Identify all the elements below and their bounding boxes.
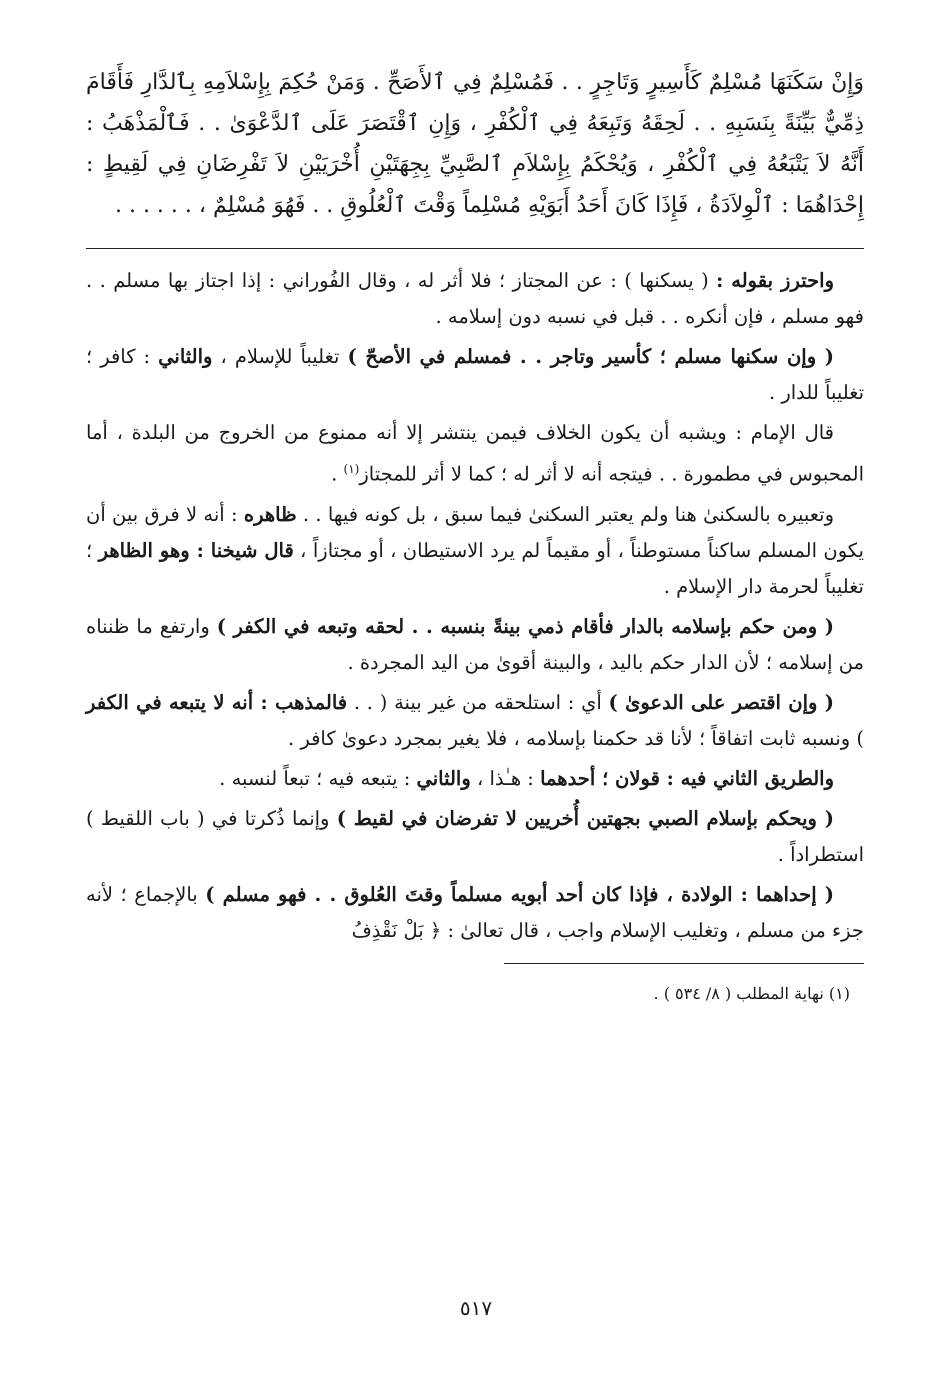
footnote-number: (١)	[828, 983, 850, 1003]
bold-phrase: ظاهره	[243, 502, 297, 526]
commentary-paragraph-3	[86, 415, 864, 493]
text-run: : أنه لا فرق بين أن يكون المسلم ساكناً مستوطناً ، أو مقيماً لم يرد الاستيطان ، أو مجتازاً ،	[86, 502, 864, 562]
bold-phrase: والثاني	[158, 345, 213, 368]
matn-paragraph: وَإِنْ سَكَنَهَا مُسْلِمٌ كَأَسِيرٍ وَتَاجِرٍ . . فَمُسْلِمٌ فِي ٱلأَصَحِّ . وَمَنْ حُكِمَ بِإِسْلاَمِهِ بِٱلدَّارِ فَأَقَامَ ذِمِّيٌّ بَيِّنَةً بِنَسَبِهِ . . لَحِقَهُ وَتَبِعَهُ فِي ٱلْكُفْرِ ، وَإِنِ ٱقْتَصَرَ عَلَى ٱلدَّعْوَىٰ . . فَٱلْمَذْهَبُ : أَنَّهُ لاَ يَتْبَعُهُ فِي ٱلْكُفْرِ ، وَيُحْكَمُ بِإِسْلاَمِ ٱلصَّبِيِّ بِجِهَتَيْنِ أُخْرَيَيْنِ لاَ تَفْرِضَانِ فِي لَقِيطٍ : إِحْدَاهُمَا : ٱلْوِلاَدَةُ ، فَإِذَا كَانَ أَحَدُ أَبَوَيْهِ مُسْلِماً وَقْتَ ٱلْعُلُوقِ . . فَهُوَ مُسْلِمٌ ، . . . . . .	[86, 70, 864, 218]
text-run: وارتفع ما ظنناه من إسلامه ؛ لأن الدار حكم باليد ، والبينة أقوىٰ من اليد المجردة .	[86, 614, 864, 674]
bold-phrase: ( ويحكم بإسلام الصبي بجهتين أُخريين لا تفرضان في لقيط )	[336, 806, 834, 830]
text-run: بالإجماع ؛ لأنه جزء من مسلم ، وتغليب الإسلام واجب ، قال تعالىٰ : ﴿ بَلْ نَقْذِفُ	[86, 882, 864, 942]
bold-phrase: قال شيخنا : وهو الظاهر	[98, 538, 294, 562]
divider-rule	[86, 248, 864, 249]
commentary-paragraph-2	[86, 339, 864, 411]
commentary-paragraph-8	[86, 801, 864, 873]
text-run: : كافر ؛ تغليباً للدار .	[86, 345, 864, 404]
commentary-paragraph-7	[86, 761, 864, 797]
text-run: تغليباً للإسلام ،	[212, 345, 348, 368]
commentary	[86, 263, 864, 949]
text-run: ) ونسبه ثابت اتفاقاً ؛ لأنا قد حكمنا بإسلامه ، فلا يغير بمجرد دعوىٰ كافر .	[287, 726, 864, 750]
bold-phrase: ( ومن حكم بإسلامه بالدار فأقام ذمي بينةً بنسبه . . لحقه وتبعه في الكفر )	[216, 614, 834, 638]
text-run: : هـٰذا ،	[470, 766, 541, 790]
commentary-paragraph-6	[86, 685, 864, 757]
footnote-reference[interactable]: (١)	[343, 462, 360, 476]
footnote	[86, 980, 864, 1008]
text-run: ( يسكنها ) : عن المجتاز ؛ فلا أثر له ، وقال الفُوراني : إذا اجتاز بها مسلم . . فهو مسلم ، فإن أنكره . . قبل في نسبه دون إسلامه .	[86, 269, 864, 328]
text-run: قال الإمام : ويشبه أن يكون الخلاف فيمن ينتشر إلا أنه ممنوع من الخروج من البلدة ، أما المحبوس في مطمورة . . فيتجه أنه لا أثر له ؛ كما لا أثر للمجتاز	[86, 421, 864, 486]
commentary-paragraph-1	[86, 263, 864, 335]
bold-phrase: فالمذهب : أنه لا يتبعه في الكفر	[86, 690, 348, 714]
text-run: وتعبيره بالسكنىٰ هنا ولم يعتبر السكنىٰ فيما سبق ، بل كونه فيها . .	[296, 502, 834, 526]
text-run: وإنما ذُكرتا في ( باب اللقيط ) استطراداً .	[86, 806, 864, 866]
text-run: : يتبعه فيه ؛ تبعاً لنسبه .	[219, 766, 417, 790]
text-run: أي : استلحقه من غير بينة ( . .	[347, 690, 609, 714]
main-text	[86, 62, 864, 226]
commentary-paragraph-4	[86, 497, 864, 605]
footnote-rule	[504, 963, 864, 964]
bold-phrase: واحترز بقوله :	[716, 269, 834, 292]
footnote-text: نهاية المطلب ( ٨/ ٥٣٤ ) .	[653, 983, 829, 1003]
bold-phrase: ( إحداهما : الولادة ، فإذا كان أحد أبويه مسلماً وقتَ العُلوق . . فهو مسلم )	[205, 882, 834, 906]
bold-phrase: والطريق الثاني فيه : قولان ؛ أحدهما	[540, 766, 834, 790]
bold-phrase: ( وإن اقتصر على الدعوىٰ )	[608, 690, 834, 714]
bold-phrase: ( وإن سكنها مسلم ؛ كأسير وتاجر . . فمسلم في الأصحّ )	[347, 345, 834, 368]
page-body	[86, 62, 864, 1352]
text-run: .	[331, 462, 344, 486]
commentary-paragraph-5	[86, 609, 864, 681]
page-number: ٥١٧	[459, 1296, 493, 1320]
commentary-paragraph-9	[86, 877, 864, 949]
bold-phrase: والثاني	[416, 766, 471, 790]
text-run: ؛ تغليباً لحرمة دار الإسلام .	[86, 538, 864, 598]
